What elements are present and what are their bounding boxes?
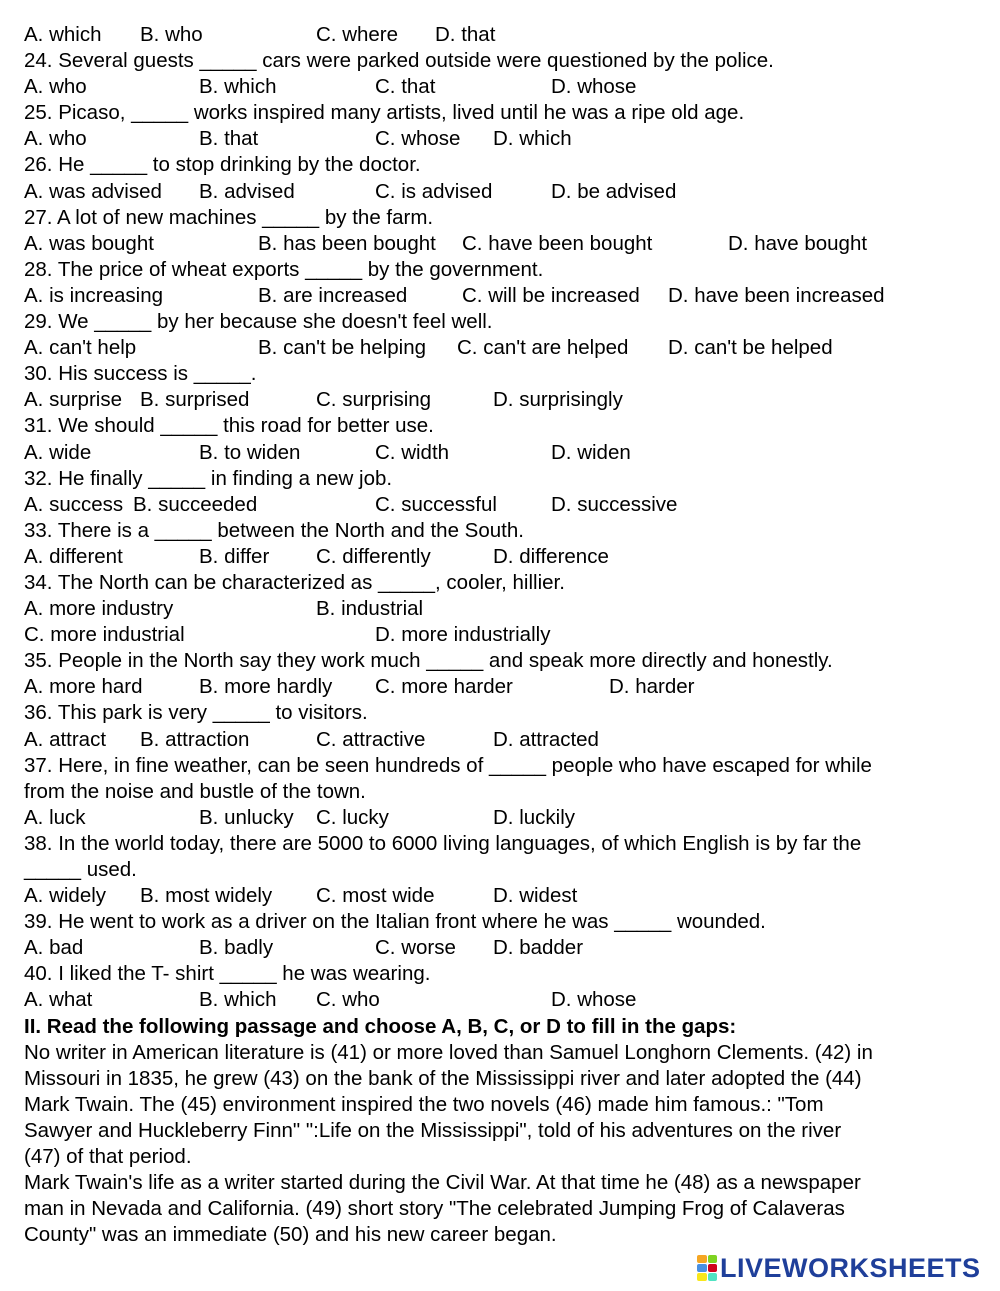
answer-option: D. difference — [493, 544, 609, 568]
q39: 39. He went to work as a driver on the Italian front where he was _____ wounded. — [24, 910, 766, 934]
answer-option: C. where — [316, 23, 399, 46]
answer-option: D. whose — [551, 988, 637, 1012]
q34: 34. The North can be characterized as _____, cooler, hillier. — [24, 570, 565, 594]
answer-option: C. differently — [316, 544, 431, 568]
answer-option: C. that — [375, 75, 436, 99]
section-ii-heading: II. Read the following passage and choose A, B, C, or D to fill in the gaps: — [24, 1014, 737, 1038]
q25: 25. Picaso, _____ works inspired many artists, lived until he was a ripe old age. — [24, 101, 745, 125]
answer-option: B. to widen — [199, 440, 301, 464]
answer-option: C. width — [375, 440, 450, 464]
answer-option: B. can't be helping — [258, 336, 427, 360]
passage-line: County" was an immediate (50) and his new career began. — [24, 1223, 557, 1247]
q29: 29. We _____ by her because she doesn't feel well. — [24, 310, 493, 334]
answer-option: C. successful — [375, 492, 497, 516]
answer-option: C. whose — [375, 127, 461, 151]
answer-option: B. which — [199, 75, 277, 99]
answer-option: D. widen — [551, 440, 631, 464]
answer-option: D. can't be helped — [668, 336, 833, 360]
answer-option: D. whose — [551, 75, 637, 99]
q38-options — [24, 883, 984, 909]
q40: 40. I liked the T- shirt _____ he was wearing. — [24, 962, 431, 986]
answer-option: B. more hardly — [199, 675, 333, 699]
answer-option: A. wide — [24, 440, 92, 464]
worksheet-content — [24, 22, 984, 1248]
answer-option: C. lucky — [316, 805, 389, 829]
q35-options — [24, 674, 984, 700]
liveworksheets-logo-icon — [697, 1255, 717, 1281]
answer-option: A. success — [24, 492, 124, 516]
answer-option: C. more harder — [375, 675, 513, 699]
answer-option: A. what — [24, 988, 93, 1012]
answer-option: C. more industrial — [24, 623, 185, 647]
q36: 36. This park is very _____ to visitors. — [24, 701, 368, 725]
q28: 28. The price of wheat exports _____ by the government. — [24, 257, 544, 281]
answer-option: C. worse — [375, 936, 456, 960]
answer-option: C. can't are helped — [457, 336, 629, 360]
answer-option: A. is increasing — [24, 283, 164, 307]
passage-line: man in Nevada and California. (49) short story "The celebrated Jumping Frog of Calaveras — [24, 1197, 845, 1221]
q24: 24. Several guests _____ cars were parked outside were questioned by the police. — [24, 49, 774, 73]
answer-option: B. which — [199, 988, 277, 1012]
q31: 31. We should _____ this road for better use. — [24, 414, 434, 438]
passage-line: (47) of that period. — [24, 1145, 192, 1169]
q40-options — [24, 987, 984, 1013]
answer-option: A. widely — [24, 884, 107, 908]
answer-option: D. that — [435, 23, 496, 46]
logo-block — [697, 1255, 707, 1263]
passage-line: No writer in American literature is (41) or more loved than Samuel Longhorn Clements. (42) in — [24, 1040, 873, 1064]
answer-option: A. surprise — [24, 388, 122, 412]
answer-option: C. is advised — [375, 179, 493, 203]
answer-option: A. who — [24, 75, 87, 99]
answer-option: D. successive — [551, 492, 678, 516]
q37-line2: from the noise and bustle of the town. — [24, 779, 366, 803]
logo-block — [697, 1264, 707, 1272]
q27-options — [24, 231, 984, 257]
logo-block — [697, 1273, 707, 1281]
logo-block — [708, 1255, 718, 1263]
answer-option: D. more industrially — [375, 623, 551, 647]
passage-line: Sawyer and Huckleberry Finn" ":Life on the Mississippi", told of his adventures on the river — [24, 1118, 842, 1142]
answer-option: A. who — [24, 127, 87, 151]
answer-option: D. have bought — [728, 231, 868, 255]
answer-option: B. attraction — [140, 727, 250, 751]
q37-line1: 37. Here, in fine weather, can be seen hundreds of _____ people who have escaped for while — [24, 753, 872, 777]
q30-options — [24, 387, 984, 413]
answer-option: A. luck — [24, 805, 86, 829]
answer-option: B. most widely — [140, 884, 273, 908]
q28-options — [24, 283, 984, 309]
q35: 35. People in the North say they work much _____ and speak more directly and honestly. — [24, 649, 833, 673]
answer-option: C. attractive — [316, 727, 426, 751]
answer-option: A. was advised — [24, 179, 162, 203]
answer-option: D. widest — [493, 884, 578, 908]
passage-line: Mark Twain. The (45) environment inspired the two novels (46) made him famous.: "Tom — [24, 1092, 824, 1116]
q38-line2: _____ used. — [24, 858, 137, 881]
logo-block — [708, 1264, 718, 1272]
q23-options — [24, 22, 984, 48]
answer-option: C. most wide — [316, 884, 435, 908]
answer-option: A. was bought — [24, 231, 154, 255]
answer-option: A. different — [24, 544, 123, 568]
answer-option: A. more hard — [24, 675, 143, 699]
answer-option: A. more industry — [24, 597, 174, 621]
answer-option: D. luckily — [493, 805, 576, 829]
answer-option: B. industrial — [316, 597, 424, 621]
q33-options — [24, 544, 984, 570]
q34-options-cd — [24, 622, 984, 648]
answer-option: A. attract — [24, 727, 107, 751]
answer-option: B. who — [140, 23, 203, 46]
q38-line1: 38. In the world today, there are 5000 to 6000 living languages, of which English is by far the — [24, 831, 862, 855]
logo-text: LIVEWORKSHEETS — [720, 1252, 981, 1283]
answer-option: C. have been bought — [462, 231, 653, 255]
answer-option: B. succeeded — [133, 492, 258, 516]
q31-options — [24, 440, 984, 466]
q34-options-ab — [24, 596, 984, 622]
q27: 27. A lot of new machines _____ by the farm. — [24, 205, 434, 229]
answer-option: D. attracted — [493, 727, 599, 751]
q30: 30. His success is _____. — [24, 362, 257, 386]
answer-option: A. which — [24, 23, 102, 46]
q24-options — [24, 74, 984, 100]
answer-option: C. who — [316, 988, 380, 1012]
answer-option: B. has been bought — [258, 231, 436, 255]
liveworksheets-logo — [697, 1253, 981, 1283]
q37-options — [24, 805, 984, 831]
answer-option: D. which — [493, 127, 572, 151]
answer-option: B. unlucky — [199, 805, 294, 829]
q26: 26. He _____ to stop drinking by the doctor. — [24, 153, 421, 177]
answer-option: D. have been increased — [668, 283, 885, 307]
q39-options — [24, 935, 984, 961]
answer-option: B. advised — [199, 179, 295, 203]
q25-options — [24, 126, 984, 152]
q33: 33. There is a _____ between the North and the South. — [24, 518, 524, 542]
answer-option: D. badder — [493, 936, 584, 960]
q32: 32. He finally _____ in finding a new job. — [24, 466, 393, 490]
answer-option: B. that — [199, 127, 259, 151]
q32-options — [24, 492, 984, 518]
q29-options — [24, 335, 984, 361]
answer-option: D. harder — [609, 675, 695, 699]
q26-options — [24, 179, 984, 205]
answer-option: B. badly — [199, 936, 274, 960]
logo-block — [708, 1273, 718, 1281]
q36-options — [24, 727, 984, 753]
answer-option: C. will be increased — [462, 283, 640, 307]
answer-option: D. surprisingly — [493, 388, 623, 412]
answer-option: A. can't help — [24, 336, 137, 360]
answer-option: B. are increased — [258, 283, 408, 307]
answer-option: B. surprised — [140, 388, 250, 412]
answer-option: D. be advised — [551, 179, 677, 203]
answer-option: A. bad — [24, 936, 84, 960]
answer-option: B. differ — [199, 544, 270, 568]
passage-line: Mark Twain's life as a writer started during the Civil War. At that time he (48) as a newspaper — [24, 1171, 861, 1195]
answer-option: C. surprising — [316, 388, 432, 412]
passage-line: Missouri in 1835, he grew (43) on the bank of the Mississippi river and later adopted the (44) — [24, 1066, 862, 1090]
